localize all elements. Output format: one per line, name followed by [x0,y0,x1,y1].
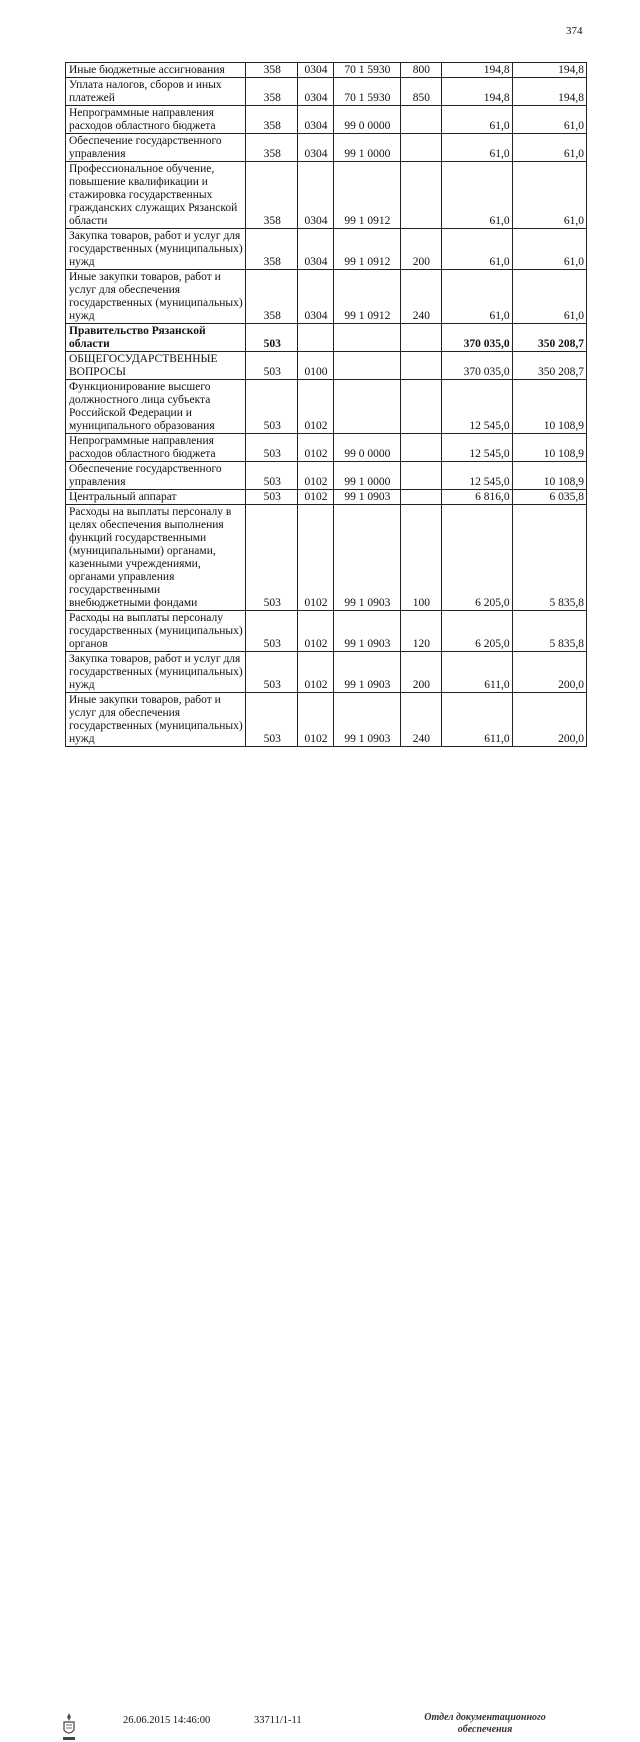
row-name: Расходы на выплаты персоналу в целях обеспечения выполнения функций государственными (муниципальными) органами, казенными учреждениями, органами управления государственными внебюджетными фондами [66,505,246,611]
row-amount-plan: 194,8 [441,63,512,78]
row-expense-type [400,352,441,380]
row-target-article: 99 1 0000 [333,462,400,490]
row-name: Функционирование высшего должностного лица субъекта Российской Федерации и муниципального образования [66,380,246,434]
footer-department [410,1712,560,1736]
row-amount-actual: 61,0 [512,162,586,229]
row-section: 0102 [298,380,334,434]
row-ved: 358 [246,270,298,324]
row-expense-type [400,434,441,462]
row-amount-actual: 194,8 [512,63,586,78]
row-target-article: 99 1 0903 [333,693,400,747]
row-amount-actual: 194,8 [512,78,586,106]
row-amount-actual: 200,0 [512,693,586,747]
row-ved: 358 [246,63,298,78]
row-target-article: 99 1 0000 [333,134,400,162]
row-ved: 503 [246,490,298,505]
row-expense-type: 240 [400,693,441,747]
row-section: 0102 [298,505,334,611]
row-target-article: 99 1 0903 [333,611,400,652]
table-row [66,352,587,380]
row-expense-type [400,462,441,490]
row-target-article [333,380,400,434]
row-ved: 503 [246,434,298,462]
footer-doc-number: 33711/1-11 [254,1715,302,1726]
row-target-article: 99 1 0912 [333,162,400,229]
row-name: Иные закупки товаров, работ и услуг для обеспечения государственных (муниципальных) нужд [66,270,246,324]
row-target-article: 99 1 0903 [333,490,400,505]
row-amount-actual: 6 035,8 [512,490,586,505]
table-row [66,490,587,505]
table-row [66,134,587,162]
row-name: Профессиональное обучение, повышение квалификации и стажировка государственных гражданских служащих Рязанской области [66,162,246,229]
row-amount-plan: 370 035,0 [441,324,512,352]
row-ved: 503 [246,693,298,747]
row-amount-plan: 61,0 [441,106,512,134]
row-target-article [333,324,400,352]
row-ved: 358 [246,106,298,134]
row-name: Обеспечение государственного управления [66,462,246,490]
row-amount-actual: 61,0 [512,106,586,134]
row-section: 0100 [298,352,334,380]
budget-table [65,62,587,747]
page-number: 374 [566,25,583,37]
row-ved: 503 [246,380,298,434]
row-ved: 358 [246,162,298,229]
row-expense-type [400,134,441,162]
row-section: 0102 [298,693,334,747]
table-row [66,652,587,693]
row-section: 0304 [298,106,334,134]
row-amount-actual: 5 835,8 [512,611,586,652]
row-ved: 358 [246,134,298,162]
row-ved: 358 [246,229,298,270]
row-amount-plan: 61,0 [441,270,512,324]
row-amount-plan: 370 035,0 [441,352,512,380]
row-expense-type: 200 [400,229,441,270]
row-ved: 503 [246,324,298,352]
footer-department-line2: обеспечения [457,1724,513,1735]
budget-table-body [66,63,587,747]
row-amount-actual: 61,0 [512,270,586,324]
table-row [66,106,587,134]
row-section: 0304 [298,162,334,229]
row-amount-actual: 10 108,9 [512,380,586,434]
row-section: 0304 [298,78,334,106]
row-ved: 358 [246,78,298,106]
row-amount-plan: 194,8 [441,78,512,106]
row-section: 0102 [298,490,334,505]
table-row [66,611,587,652]
row-amount-actual: 61,0 [512,229,586,270]
row-section: 0102 [298,462,334,490]
table-row [66,462,587,490]
row-expense-type: 850 [400,78,441,106]
row-name: Правительство Рязанской области [66,324,246,352]
row-amount-plan: 6 816,0 [441,490,512,505]
row-section: 0304 [298,270,334,324]
row-amount-actual: 10 108,9 [512,462,586,490]
footer-date: 26.06.2015 14:46:00 [123,1715,211,1726]
row-target-article: 99 0 0000 [333,106,400,134]
row-expense-type: 240 [400,270,441,324]
table-row [66,380,587,434]
row-expense-type [400,324,441,352]
table-row [66,324,587,352]
row-ved: 503 [246,352,298,380]
row-amount-actual: 61,0 [512,134,586,162]
row-amount-plan: 12 545,0 [441,434,512,462]
row-target-article: 99 0 0000 [333,434,400,462]
row-name: Уплата налогов, сборов и иных платежей [66,78,246,106]
row-target-article: 99 1 0903 [333,505,400,611]
table-row [66,229,587,270]
row-name: Центральный аппарат [66,490,246,505]
table-row [66,63,587,78]
row-name: Обеспечение государственного управления [66,134,246,162]
row-section: 0102 [298,611,334,652]
row-ved: 503 [246,611,298,652]
row-amount-plan: 611,0 [441,693,512,747]
row-amount-actual: 350 208,7 [512,324,586,352]
row-name: Расходы на выплаты персоналу государственных (муниципальных) органов [66,611,246,652]
row-expense-type [400,162,441,229]
row-target-article: 99 1 0912 [333,229,400,270]
table-row [66,78,587,106]
row-target-article: 99 1 0912 [333,270,400,324]
row-expense-type: 200 [400,652,441,693]
row-name: Закупка товаров, работ и услуг для государственных (муниципальных) нужд [66,652,246,693]
row-expense-type [400,106,441,134]
coat-of-arms-icon [62,1712,76,1742]
row-expense-type: 100 [400,505,441,611]
row-expense-type: 800 [400,63,441,78]
row-section: 0304 [298,229,334,270]
row-target-article [333,352,400,380]
row-amount-plan: 12 545,0 [441,380,512,434]
row-target-article: 99 1 0903 [333,652,400,693]
row-target-article: 70 1 5930 [333,78,400,106]
table-row [66,505,587,611]
row-section: 0102 [298,434,334,462]
row-amount-actual: 200,0 [512,652,586,693]
row-target-article: 70 1 5930 [333,63,400,78]
row-amount-plan: 611,0 [441,652,512,693]
row-amount-plan: 61,0 [441,229,512,270]
row-section: 0304 [298,63,334,78]
row-ved: 503 [246,462,298,490]
table-row [66,693,587,747]
row-amount-actual: 10 108,9 [512,434,586,462]
row-amount-actual: 5 835,8 [512,505,586,611]
row-name: ОБЩЕГОСУДАРСТВЕННЫЕ ВОПРОСЫ [66,352,246,380]
row-section: 0102 [298,652,334,693]
table-row [66,162,587,229]
table-row [66,434,587,462]
row-ved: 503 [246,652,298,693]
row-ved: 503 [246,505,298,611]
row-section [298,324,334,352]
row-amount-actual: 350 208,7 [512,352,586,380]
table-row [66,270,587,324]
row-name: Непрограммные направления расходов областного бюджета [66,106,246,134]
row-name: Закупка товаров, работ и услуг для государственных (муниципальных) нужд [66,229,246,270]
row-amount-plan: 61,0 [441,162,512,229]
row-amount-plan: 6 205,0 [441,505,512,611]
footer-department-line1: Отдел документационного [424,1712,546,1723]
row-expense-type: 120 [400,611,441,652]
row-section: 0304 [298,134,334,162]
row-expense-type [400,380,441,434]
row-amount-plan: 61,0 [441,134,512,162]
row-amount-plan: 6 205,0 [441,611,512,652]
row-expense-type [400,490,441,505]
row-name: Иные бюджетные ассигнования [66,63,246,78]
row-name: Непрограммные направления расходов областного бюджета [66,434,246,462]
row-name: Иные закупки товаров, работ и услуг для обеспечения государственных (муниципальных) нужд [66,693,246,747]
row-amount-plan: 12 545,0 [441,462,512,490]
